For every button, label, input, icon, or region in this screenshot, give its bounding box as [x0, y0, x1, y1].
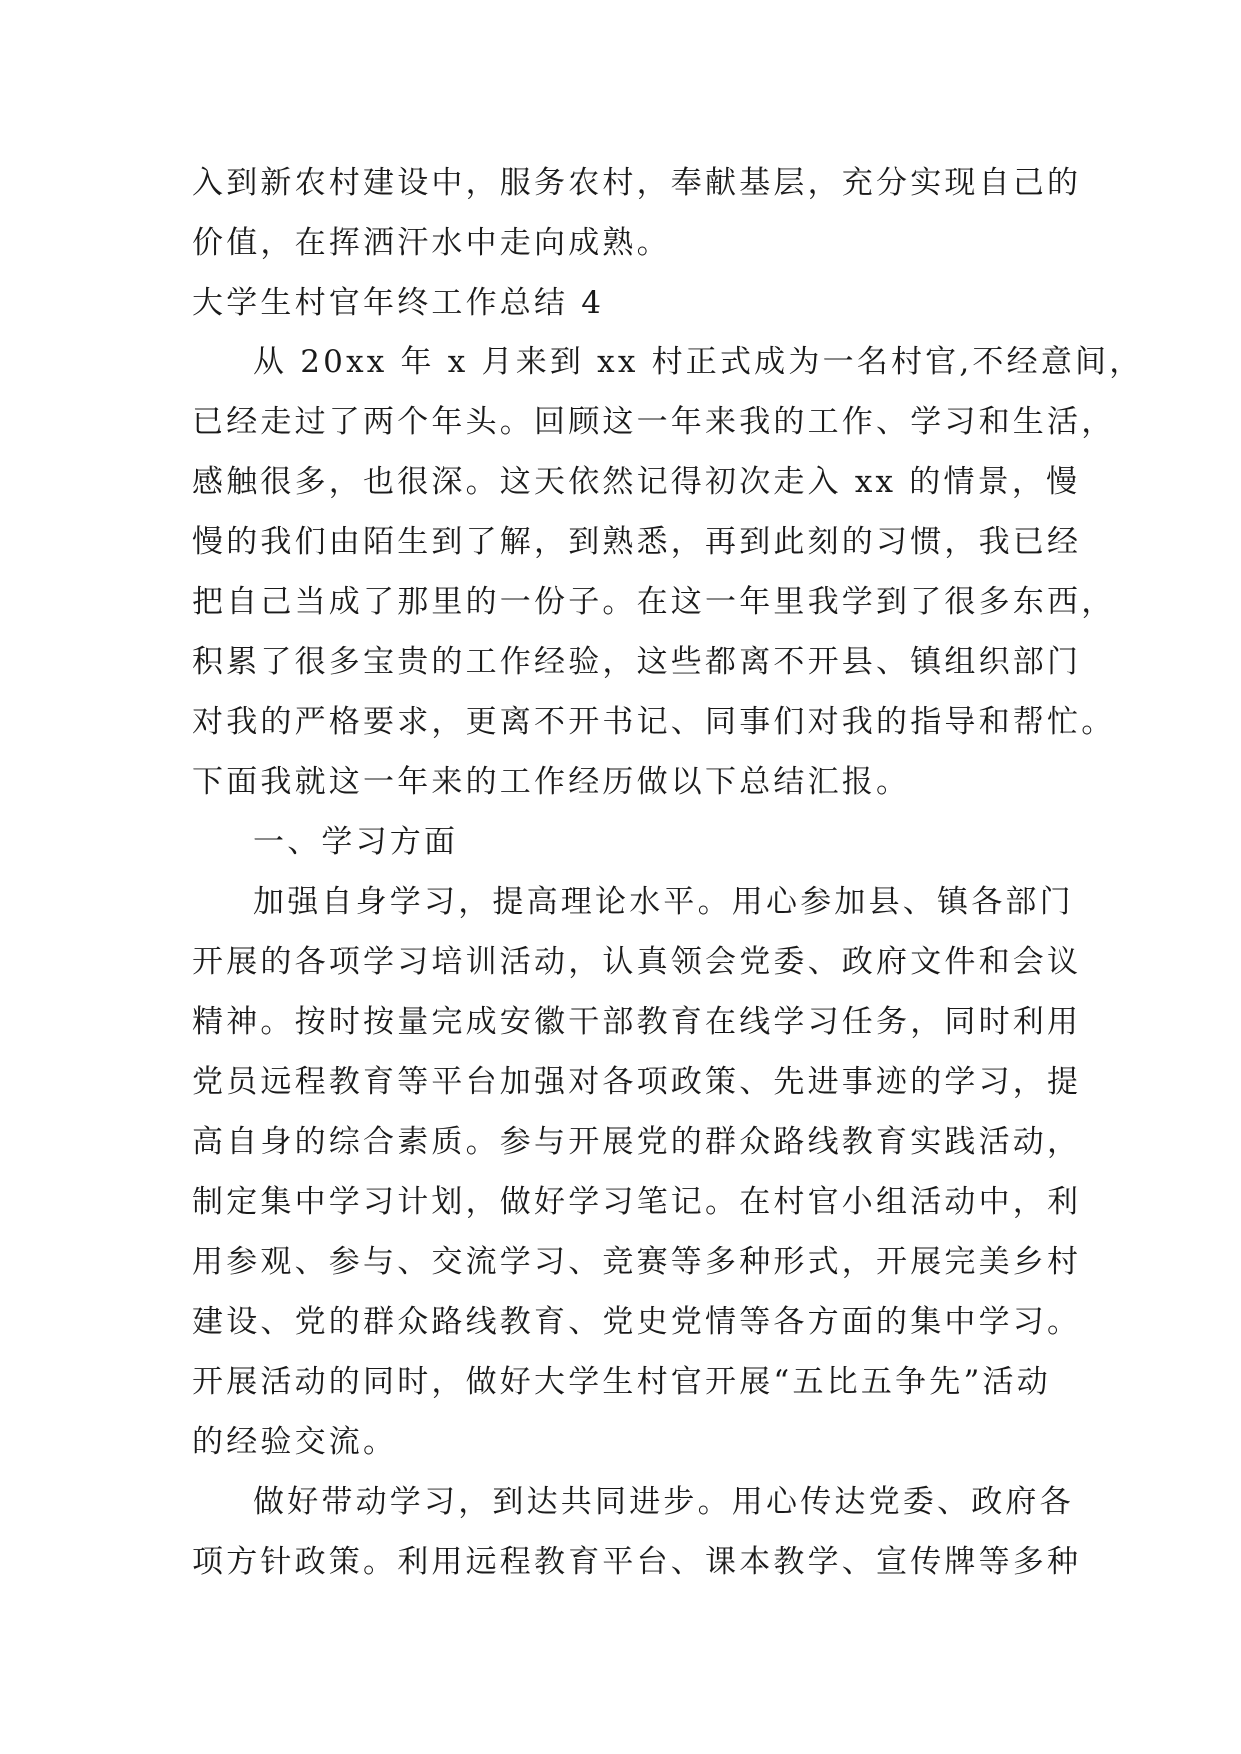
text-line: 开展的各项学习培训活动，认真领会党委、政府文件和会议 — [192, 944, 1082, 980]
text-line: 把自己当成了那里的一份子。在这一年里我学到了很多东西， — [192, 584, 1116, 620]
text-line: 党员远程教育等平台加强对各项政策、先进事迹的学习，提 — [192, 1064, 1082, 1100]
text-line: 建设、党的群众路线教育、党史党情等各方面的集中学习。 — [192, 1304, 1082, 1340]
paragraph-first-line: 做好带动学习，到达共同进步。用心传达党委、政府各 — [253, 1484, 1074, 1520]
text-line: 制定集中学习计划，做好学习笔记。在村官小组活动中，利 — [192, 1184, 1082, 1220]
section-heading: 大学生村官年终工作总结 4 — [192, 285, 605, 321]
text-line: 对我的严格要求，更离不开书记、同事们对我的指导和帮忙。 — [192, 704, 1116, 740]
text-line: 高自身的综合素质。参与开展党的群众路线教育实践活动， — [192, 1124, 1082, 1160]
subsection-heading: 一、学习方面 — [253, 824, 459, 860]
text-line: 入到新农村建设中，服务农村，奉献基层，充分实现自己的 — [192, 165, 1082, 201]
text-line: 价值，在挥洒汗水中走向成熟。 — [192, 225, 671, 261]
text-line: 下面我就这一年来的工作经历做以下总结汇报。 — [192, 764, 911, 800]
paragraph-first-line: 从 20xx 年 x 月来到 xx 村正式成为一名村官,不经意间， — [253, 344, 1144, 380]
text-line: 积累了很多宝贵的工作经验，这些都离不开县、镇组织部门 — [192, 644, 1082, 680]
text-line: 精神。按时按量完成安徽干部教育在线学习任务，同时利用 — [192, 1004, 1082, 1040]
text-line: 慢的我们由陌生到了解，到熟悉，再到此刻的习惯，我已经 — [192, 524, 1082, 560]
text-line: 开展活动的同时，做好大学生村官开展“五比五争先”活动 — [192, 1364, 1051, 1400]
text-line: 感触很多，也很深。这天依然记得初次走入 xx 的情景，慢 — [192, 464, 1081, 500]
text-line: 已经走过了两个年头。回顾这一年来我的工作、学习和生活， — [192, 404, 1116, 440]
text-line: 项方针政策。利用远程教育平台、课本教学、宣传牌等多种 — [192, 1544, 1082, 1580]
text-line: 用参观、参与、交流学习、竞赛等多种形式，开展完美乡村 — [192, 1244, 1082, 1280]
text-line: 的经验交流。 — [192, 1424, 398, 1460]
paragraph-first-line: 加强自身学习，提高理论水平。用心参加县、镇各部门 — [253, 884, 1074, 920]
